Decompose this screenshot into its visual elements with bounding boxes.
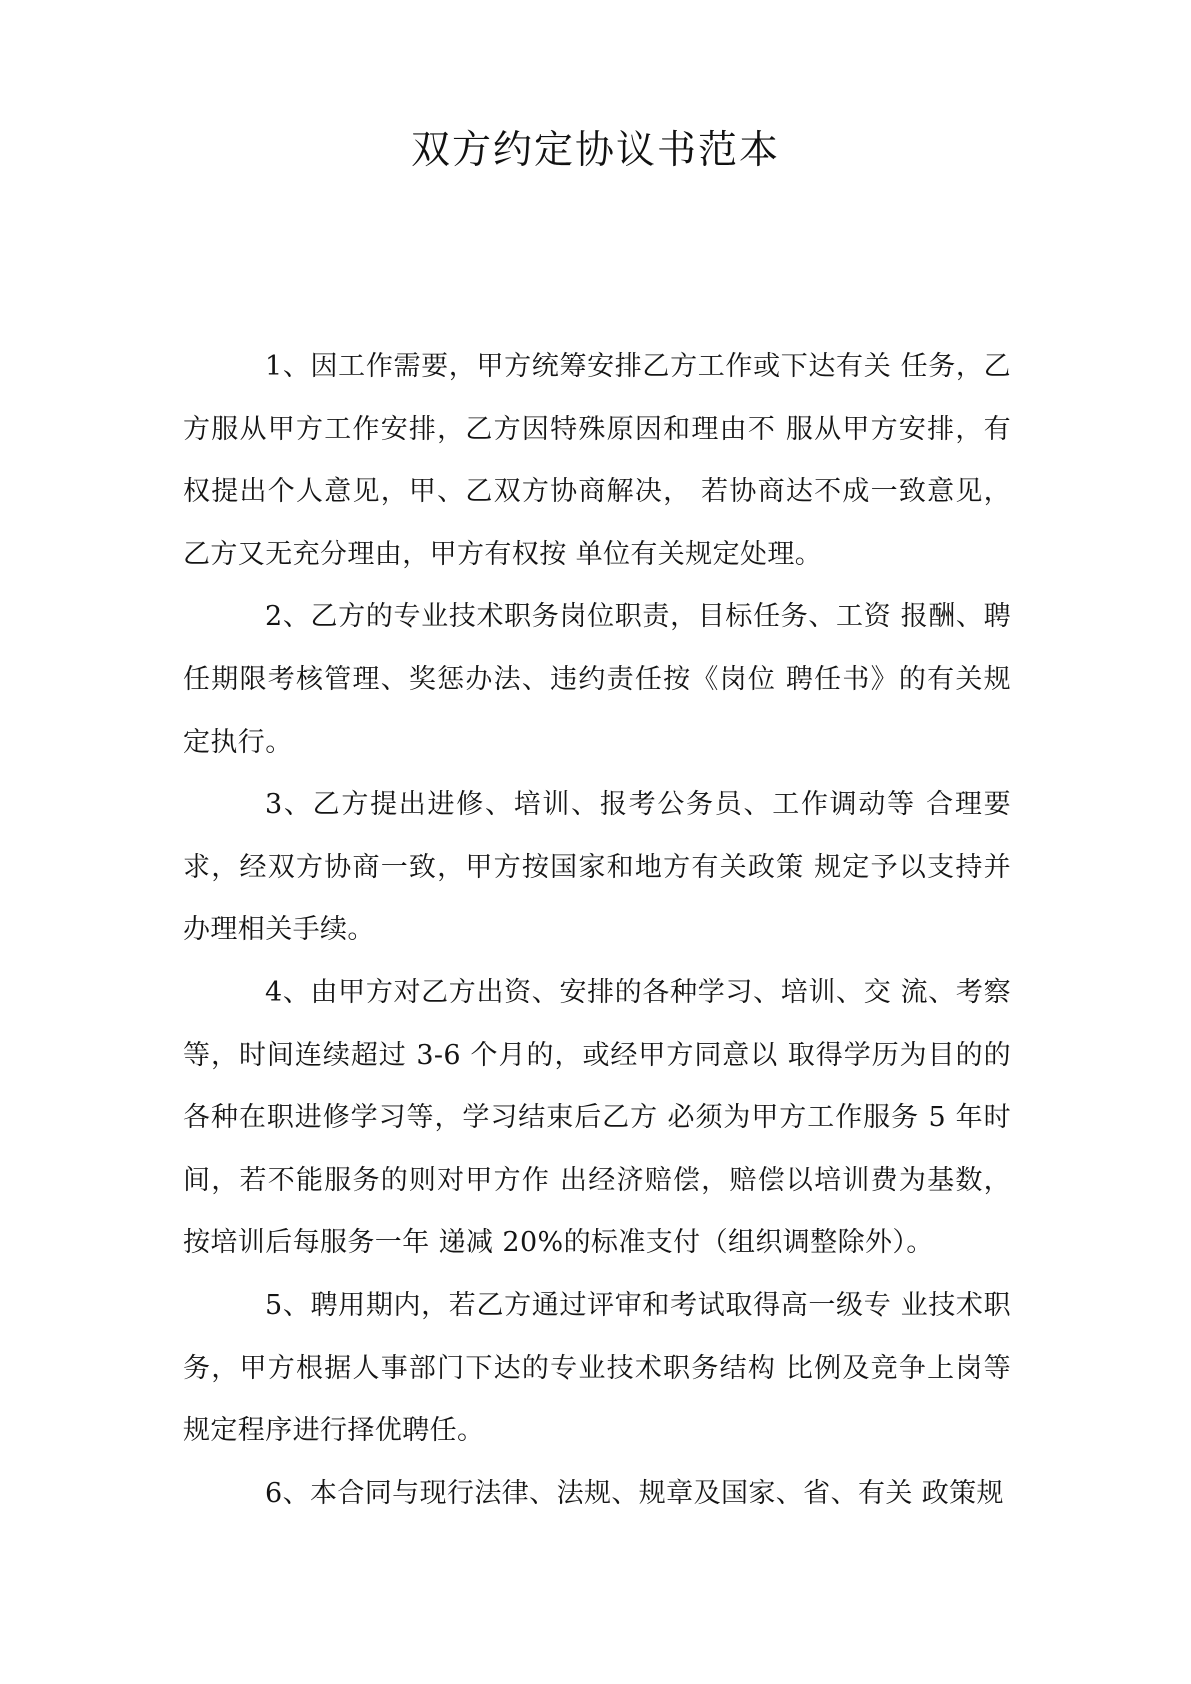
clause-1: 1、因工作需要，甲方统筹安排乙方工作或下达有关 任务，乙方服从甲方工作安排，乙方因特殊原因和理由不 服从甲方安排，有权提出个人意见，甲、乙双方协商解决， 若协商达不成一致意见，乙方又无充分理由，甲方有权按 单位有关规定处理。 <box>183 351 1011 570</box>
clause-5: 5、聘用期内，若乙方通过评审和考试取得高一级专 业技术职务，甲方根据人事部门下达的专业技术职务结构 比例及竞争上岗等规定程序进行择优聘任。 <box>183 1289 1011 1447</box>
document-title: 双方约定协议书范本 <box>410 128 780 173</box>
clause-3: 3、乙方提出进修、培训、报考公务员、工作调动等 合理要求，经双方协商一致，甲方按国家和地方有关政策 规定予以支持并办理相关手续。 <box>183 789 1011 946</box>
document-body <box>183 336 1011 1525</box>
clause-4: 4、由甲方对乙方出资、安排的各种学习、培训、交 流、考察等，时间连续超过 3-6 个月的，或经甲方同意以 取得学历为目的的各种在职进修学习等，学习结束后乙方 必须为甲方工作服务 5 年时间，若不能服务的则对甲方作 出经济赔偿，赔偿以培训费为基数，按培训后每服务一年 递减 20%的标准支付（组织调整除外）。 <box>183 976 1011 1259</box>
clause-6: 6、本合同与现行法律、法规、规章及国家、省、有关 政策规 <box>265 1477 1004 1509</box>
clause-2: 2、乙方的专业技术职务岗位职责，目标任务、工资 报酬、聘任期限考核管理、奖惩办法、违约责任按《岗位 聘任书》的有关规定执行。 <box>183 601 1011 758</box>
